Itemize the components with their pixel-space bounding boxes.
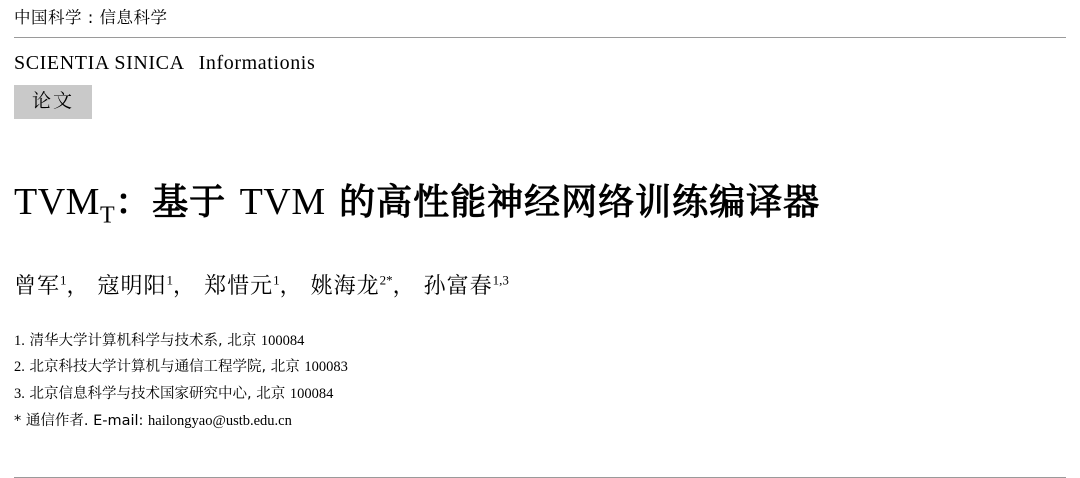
journal-title-chinese: 中国科学 : 信息科学 [14,8,168,27]
article-type-badge: 论文 [14,85,92,120]
author-separator: ， [66,273,90,299]
affiliation-number: 2. [14,359,25,376]
author-name: 曾军 [14,273,61,299]
affiliation-text: 清华大学计算机科学与技术系, 北京 [29,332,261,349]
author-name: 姚海龙 [310,273,380,299]
author-separator: ， [392,273,416,299]
title-tvm-prefix: TVM [14,181,100,224]
title-colon-cn: ：基于 [115,182,240,224]
affiliation-number: 3. [14,386,25,403]
affiliation-postcode: 100084 [260,332,305,349]
corresponding-author-email[interactable]: hailongyao@ustb.edu.cn [148,412,292,429]
author-name: 孙富春 [423,273,493,299]
title-suffix-cn: 的高性能神经网络训练编译器 [325,182,821,224]
author-affil-marker: 1 [166,272,174,288]
affiliation-item [14,328,1066,355]
author-separator: ， [279,273,303,299]
author-list [14,269,1066,300]
author-affil-marker: 1 [60,272,67,288]
author-affil-marker: 1 [273,272,280,288]
affiliation-list [14,328,1066,408]
page-title [14,181,1066,230]
journal-title-english-main: SCIENTIA SINICA [14,51,185,74]
article-type-badge-wrap [14,85,1066,120]
author-affil-marker: 2* [379,272,393,288]
author-name: 寇明阳 [97,273,167,299]
affiliation-postcode: 100084 [289,386,334,403]
author-item [311,274,416,299]
author-item [424,274,509,299]
affiliation-text: 北京信息科学与技术国家研究中心, 北京 [29,386,290,403]
author-separator: ， [173,273,197,299]
affiliation-item [14,354,1066,381]
affiliation-number: 1. [14,332,25,349]
author-item [204,274,303,299]
corresponding-author-prefix: * 通信作者. E-mail: [14,412,149,429]
affiliation-item [14,381,1066,408]
journal-title-english-sub: Informationis [198,51,316,74]
title-subscript-t: T [99,202,116,229]
journal-title-english [14,38,1066,85]
affiliation-postcode: 100083 [304,359,348,376]
author-name: 郑惜元 [204,273,274,299]
title-tvm-inline: TVM [239,181,326,224]
affiliation-text: 北京科技大学计算机与通信工程学院, 北京 [29,359,305,376]
corresponding-author-note [14,408,1066,435]
author-item [98,274,197,299]
author-item [14,274,90,299]
author-affil-marker: 1,3 [492,272,509,288]
